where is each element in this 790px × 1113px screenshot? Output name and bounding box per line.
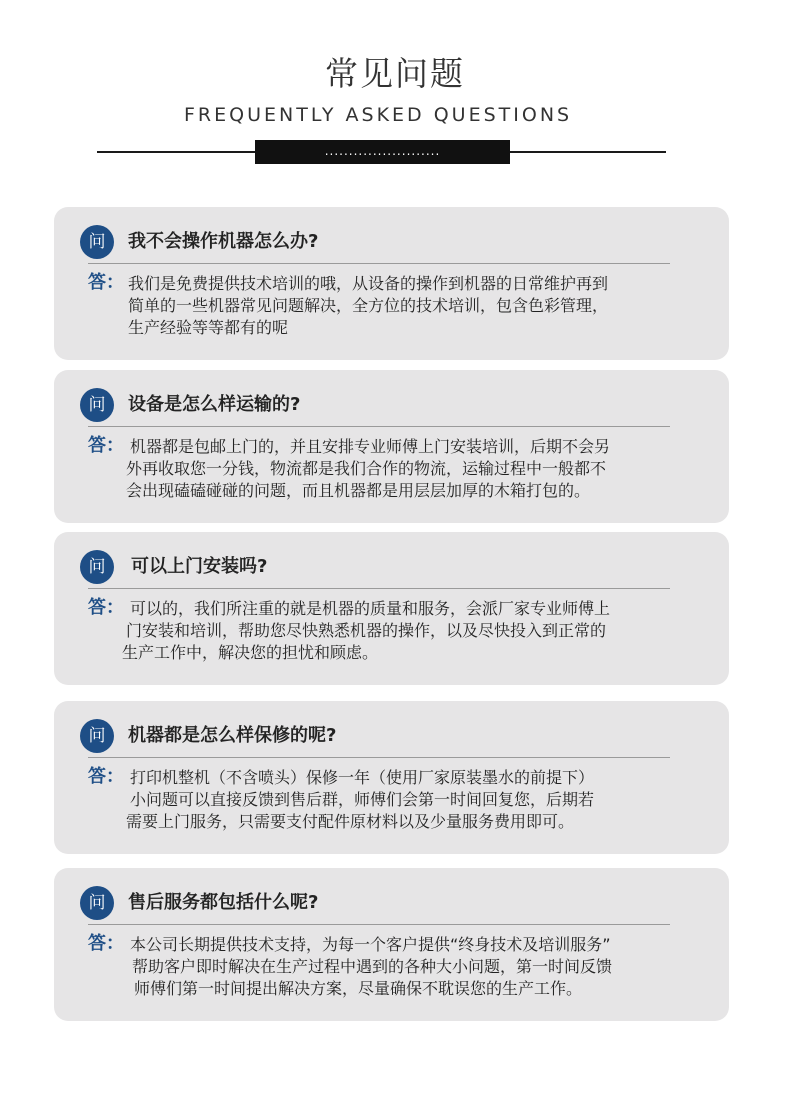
answer-label: 答：: [88, 933, 124, 954]
faq-question: 我不会操作机器怎么办?: [128, 231, 319, 252]
faq-answer-line: 本公司长期提供技术支持，为每一个客户提供“终身技术及培训服务”: [130, 935, 611, 954]
answer-label: 答：: [88, 272, 124, 293]
faq-divider: [88, 924, 670, 925]
heading-dots: ........................: [324, 144, 441, 158]
heading-rule-bar: [255, 140, 510, 164]
faq-divider: [88, 757, 670, 758]
faq-answer-line: 小问题可以直接反馈到售后群，师傅们会第一时间回复您，后期若: [130, 790, 595, 809]
faq-answer-line: 门安装和培训，帮助您尽快熟悉机器的操作，以及尽快投入到正常的: [126, 621, 607, 640]
faq-question: 设备是怎么样运输的?: [128, 394, 301, 415]
heading-rule-right: [510, 151, 666, 153]
faq-answer-line: 打印机整机（不含喷头）保修一年（使用厂家原装墨水的前提下）: [130, 768, 595, 787]
question-icon: 问: [80, 886, 114, 920]
answer-label: 答：: [88, 597, 124, 618]
faq-card: [54, 868, 729, 1021]
faq-card: [54, 207, 729, 360]
faq-question: 售后服务都包括什么呢?: [128, 892, 319, 913]
faq-card: [54, 532, 729, 685]
page-title: 常见问题: [325, 54, 465, 93]
faq-answer-line: 可以的，我们所注重的就是机器的质量和服务，会派厂家专业师傅上: [130, 599, 611, 618]
faq-divider: [88, 426, 670, 427]
faq-answer-line: 机器都是包邮上门的，并且安排专业师傅上门安装培训，后期不会另: [130, 437, 611, 456]
question-icon: 问: [80, 719, 114, 753]
faq-answer-line: 会出现磕磕碰碰的问题，而且机器都是用层层加厚的木箱打包的。: [126, 481, 591, 500]
faq-answer-line: 帮助客户即时解决在生产过程中遇到的各种大小问题，第一时间反馈: [132, 957, 613, 976]
faq-answer-line: 师傅们第一时间提出解决方案，尽量确保不耽误您的生产工作。: [134, 979, 583, 998]
faq-answer-line: 生产经验等等都有的呢: [128, 318, 289, 337]
answer-label: 答：: [88, 435, 124, 456]
page-subtitle: FREQUENTLY ASKED QUESTIONS: [184, 104, 573, 126]
faq-question: 可以上门安装吗?: [131, 556, 268, 577]
question-icon: 问: [80, 388, 114, 422]
question-icon: 问: [80, 225, 114, 259]
heading-rule-left: [97, 151, 255, 153]
faq-answer-line: 简单的一些机器常见问题解决，全方位的技术培训，包含色彩管理，: [128, 296, 609, 315]
faq-divider: [88, 263, 670, 264]
faq-answer-line: 需要上门服务，只需要支付配件原材料以及少量服务费用即可。: [126, 812, 575, 831]
question-icon: 问: [80, 550, 114, 584]
faq-answer-line: 外再收取您一分钱，物流都是我们合作的物流，运输过程中一般都不: [126, 459, 607, 478]
faq-answer-line: 我们是免费提供技术培训的哦，从设备的操作到机器的日常维护再到: [128, 274, 609, 293]
faq-card: [54, 701, 729, 854]
answer-label: 答：: [88, 766, 124, 787]
faq-answer-line: 生产工作中，解决您的担忧和顾虑。: [122, 643, 379, 662]
faq-question: 机器都是怎么样保修的呢?: [128, 725, 337, 746]
faq-divider: [88, 588, 670, 589]
faq-card: [54, 370, 729, 523]
